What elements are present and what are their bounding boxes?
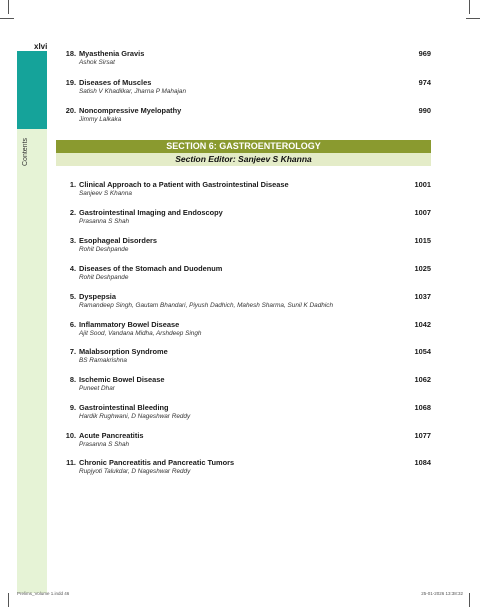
entry-title: Dyspepsia <box>79 292 116 301</box>
entry-number: 2. <box>69 208 76 217</box>
entry-page: 1025 <box>414 264 431 273</box>
entry-number: 9. <box>69 403 76 412</box>
entry-number: 8. <box>69 375 76 384</box>
entry-title: Esophageal Disorders <box>79 236 158 245</box>
crop-mark <box>469 593 470 607</box>
entry-title: Chronic Pancreatitis and Pancreatic Tumors <box>79 458 235 467</box>
entry-authors: Ramandeep Singh, Gautam Bhandari, Piyush Dadhich, Mahesh Sharma, Sunil K Dadhich <box>79 302 333 309</box>
crop-mark <box>469 0 470 14</box>
entry-number: 18. <box>65 49 76 58</box>
entry-authors: Rohit Deshpande <box>79 246 129 253</box>
entry-title: Diseases of the Stomach and Duodenum <box>79 264 223 273</box>
entry-authors: Rupjyoti Talukdar, D Nageshwar Reddy <box>79 468 191 475</box>
entry-page: 990 <box>418 106 431 115</box>
page-number: xlvi <box>34 42 48 51</box>
entry-authors: Rohit Deshpande <box>79 274 129 281</box>
entry-page: 974 <box>418 78 431 87</box>
entry-number: 20. <box>65 106 76 115</box>
entry-page: 969 <box>418 49 431 58</box>
entry-number: 7. <box>69 347 76 356</box>
entry-authors: Prasanna S Shah <box>79 218 130 225</box>
entry-title: Inflammatory Bowel Disease <box>79 320 180 329</box>
entry-page: 1007 <box>414 208 431 217</box>
footer-file-info: Prelims_Volume 1.indd 46 <box>17 591 70 596</box>
contents-side-label: Contents <box>22 137 29 166</box>
entry-page: 1037 <box>414 292 431 301</box>
entry-authors: Hardik Rughwani, D Nageshwar Reddy <box>79 413 191 420</box>
entry-page: 1062 <box>414 375 431 384</box>
crop-mark <box>466 18 480 19</box>
entry-authors: Ashok Sirsat <box>79 59 115 66</box>
entry-authors: Jimmy Lalkaka <box>79 116 122 123</box>
section-title: SECTION 6: GASTROENTEROLOGY <box>56 140 431 153</box>
entry-page: 1077 <box>414 431 431 440</box>
entry-title: Gastrointestinal Bleeding <box>79 403 169 412</box>
entry-title: Diseases of Muscles <box>79 78 152 87</box>
entry-number: 10. <box>65 431 76 440</box>
entry-number: 3. <box>69 236 76 245</box>
crop-mark <box>0 18 14 19</box>
entry-title: Acute Pancreatitis <box>79 431 144 440</box>
footer-timestamp: 25-01-2026 13:38:32 <box>421 591 463 596</box>
crop-mark <box>8 593 9 607</box>
entry-authors: Satish V Khadilkar, Jharna P Mahajan <box>79 88 187 95</box>
entry-number: 19. <box>65 78 76 87</box>
entry-number: 5. <box>69 292 76 301</box>
entry-page: 1042 <box>414 320 431 329</box>
entry-number: 1. <box>69 180 76 189</box>
entry-number: 4. <box>69 264 76 273</box>
entry-title: Ischemic Bowel Disease <box>79 375 165 384</box>
section-editor: Section Editor: Sanjeev S Khanna <box>56 153 431 166</box>
entry-authors: Ajit Sood, Vandana Midha, Arshdeep Singh <box>79 330 202 337</box>
entry-page: 1054 <box>414 347 431 356</box>
entry-authors: Puneet Dhar <box>79 385 115 392</box>
entry-authors: Prasanna S Shah <box>79 441 130 448</box>
entry-number: 11. <box>66 458 76 467</box>
entry-title: Malabsorption Syndrome <box>79 347 168 356</box>
entry-title: Noncompressive Myelopathy <box>79 106 182 115</box>
entry-authors: Sanjeev S Khanna <box>79 190 132 197</box>
side-accent-block <box>17 51 47 129</box>
entry-page: 1084 <box>414 458 431 467</box>
entry-page: 1068 <box>414 403 431 412</box>
entry-number: 6. <box>69 320 76 329</box>
entry-title: Clinical Approach to a Patient with Gastrointestinal Disease <box>79 180 289 189</box>
crop-mark <box>8 0 9 14</box>
side-strip <box>17 129 47 593</box>
entry-title: Myasthenia Gravis <box>79 49 145 58</box>
entry-page: 1015 <box>414 236 431 245</box>
entry-page: 1001 <box>414 180 431 189</box>
entry-authors: BS Ramakrishna <box>79 357 127 364</box>
entry-title: Gastrointestinal Imaging and Endoscopy <box>79 208 223 217</box>
